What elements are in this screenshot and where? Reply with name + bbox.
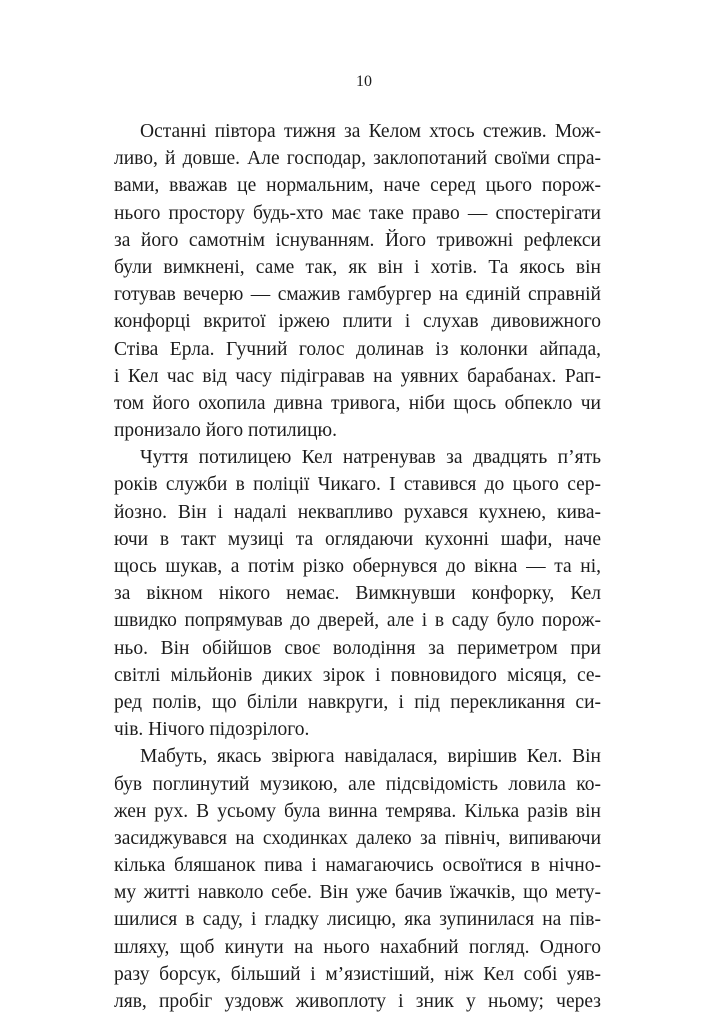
text-line: і Кел час від часу підігравав на уявних барабанах. Рап- bbox=[114, 365, 601, 387]
text-line: том його охопила дивна тривога, ніби щось обпекло чи bbox=[114, 392, 601, 414]
text-line: ньо. Він обійшов своє володіння за периметром при bbox=[114, 637, 601, 659]
text-line: шляху, щоб кинути на нього нахабний погляд. Одного bbox=[114, 936, 601, 958]
paragraph bbox=[114, 444, 601, 743]
text-line: Стіва Ерла. Гучний голос долинав із колонки айпада, bbox=[114, 338, 601, 360]
text-line: років служби в поліції Чикаго. І ставився до цього сер- bbox=[114, 474, 601, 496]
text-line: му житті навколо себе. Він уже бачив їжачків, що мету- bbox=[114, 882, 601, 904]
text-line: конфорці вкритої іржею плити і слухав дивовижного bbox=[114, 311, 601, 333]
text-line: жен рух. В усьому була винна темрява. Кілька разів він bbox=[114, 800, 601, 822]
text-line: кілька бляшанок пива і намагаючись освоїтися в нічно- bbox=[114, 855, 601, 877]
text-line: йозно. Він і надалі неквапливо рухався кухнею, кива- bbox=[114, 501, 601, 523]
page-number: 10 bbox=[356, 73, 372, 90]
text-line: ляв, пробіг уздовж живоплоту і зник у ньому; через bbox=[114, 991, 601, 1012]
text-line: ред полів, що біліли навкруги, і під перекликання си- bbox=[114, 691, 601, 713]
text-line: шилися в саду, і гладку лисицю, яка зупинилася на пів- bbox=[114, 909, 601, 931]
paragraph bbox=[114, 743, 601, 1015]
text-line: засиджувався на сходинках далеко за північ, випиваючи bbox=[114, 827, 601, 849]
text-line: Мабуть, якась звірюга навідалася, вирішив Кел. Він bbox=[140, 746, 601, 768]
text-line: був поглинутий музикою, але підсвідомість ловила ко- bbox=[114, 773, 601, 795]
text-line: Останні півтора тижня за Келом хтось стежив. Мож- bbox=[140, 121, 601, 142]
text-line: за вікном нікого немає. Вимкнувши конфорку, Кел bbox=[114, 583, 601, 605]
text-line: вами, вважав це нормальним, наче серед цього порож- bbox=[114, 175, 601, 197]
paragraph bbox=[114, 118, 601, 444]
text-line: готував вечерю — смажив гамбургер на єдиній справній bbox=[114, 284, 601, 306]
text-line: разу борсук, більший і м’язистіший, ніж Кел собі уяв- bbox=[114, 963, 601, 985]
text-line: ючи в такт музиці та оглядаючи кухонні шафи, наче bbox=[114, 528, 601, 550]
text-line: нього простору будь-хто має таке право — спостерігати bbox=[114, 202, 601, 224]
text-line: щось шукав, а потім різко обернувся до вікна — та ні, bbox=[114, 556, 601, 577]
text-line: чів. Нічого підозрілого. bbox=[114, 719, 310, 741]
text-line: були вимкнені, саме так, як він і хотів. Та якось він bbox=[114, 256, 601, 278]
text-line: Чуття потилицею Кел натренував за двадцять п’ять bbox=[140, 447, 601, 469]
text-line: за його самотнім існуванням. Його тривожні рефлекси bbox=[114, 229, 601, 251]
body-text bbox=[114, 118, 601, 1015]
text-line: світлі мільйонів диких зірок і повновидого місяця, се- bbox=[114, 664, 601, 686]
text-line: швидко попрямував до дверей, але і в саду було порож- bbox=[114, 610, 601, 632]
text-line: пронизало його потилицю. bbox=[114, 420, 337, 442]
text-line: ливо, й довше. Але господар, заклопотаний своїми спра- bbox=[114, 148, 601, 170]
